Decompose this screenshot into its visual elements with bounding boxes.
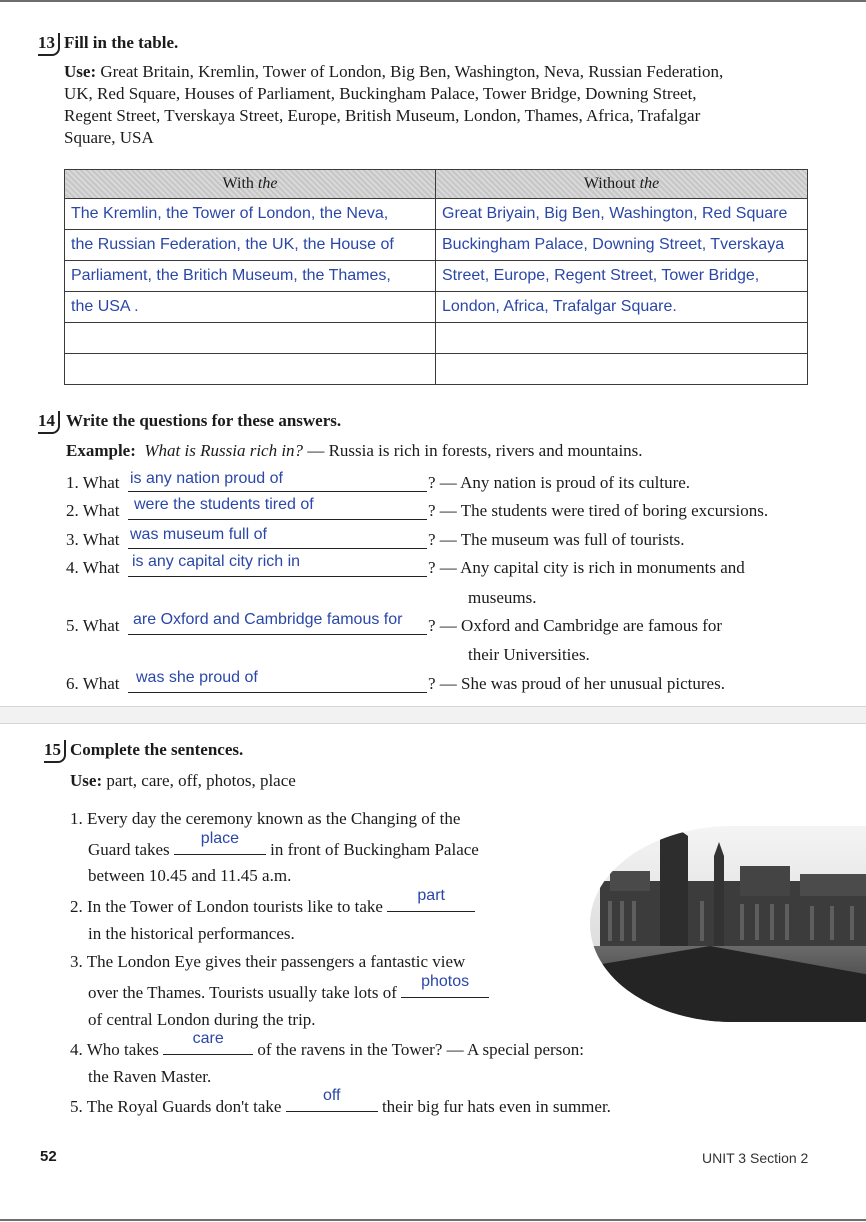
question-reply: ? — Oxford and Cambridge are famous for (428, 616, 723, 635)
sentence-1-line-3: between 10.45 and 11.45 a.m. (88, 866, 292, 885)
question-item-1 (0, 470, 866, 495)
question-answer[interactable]: were the students tired of (134, 496, 314, 513)
exercise-14-title: Write the questions for these answers. (66, 411, 342, 430)
sentence-4-line-2: the Raven Master. (88, 1067, 212, 1086)
unit-section-label: UNIT 3 Section 2 (702, 1150, 809, 1166)
cell-without-the[interactable]: Great Briyain, Big Ben, Washington, Red Square (436, 199, 808, 230)
answer-text: place (200, 830, 240, 847)
use-label: Use: (64, 62, 97, 81)
question-reply: ? — She was proud of her unusual pictures. (428, 674, 725, 693)
question-reply: ? — The museum was full of tourists. (428, 530, 685, 549)
exercise-13-use-line-2: UK, Red Square, Houses of Parliament, Buckingham Palace, Tower Bridge, Downing Street, (64, 84, 697, 103)
exercise-13-number: 13 (38, 33, 60, 56)
cell-without-the[interactable]: Buckingham Palace, Downing Street, Tverskaya (436, 230, 808, 261)
answer-blank[interactable] (163, 1030, 253, 1055)
answer-text: off (322, 1087, 341, 1104)
table-row-empty (65, 323, 808, 354)
exercise-14-example (66, 440, 643, 462)
cell-without-the[interactable] (436, 323, 808, 354)
question-item-3 (0, 526, 866, 552)
exercise-13-title: Fill in the table. (64, 33, 179, 52)
sentence-3-line-3: of central London during the trip. (88, 1010, 316, 1029)
question-reply: ? — Any capital city is rich in monuments and (428, 558, 745, 577)
parliament-illustration (590, 826, 866, 1022)
header-without-the: Without the (436, 170, 808, 199)
table-header-row (65, 170, 808, 199)
sentence-3-line-1: 3. The London Eye gives their passengers a fantastic view (70, 952, 466, 971)
exercise-13-use-line-4: Square, USA (64, 128, 154, 147)
question-item-2 (0, 496, 866, 523)
table-row (65, 261, 808, 292)
exercise-15-title: Complete the sentences. (70, 740, 244, 759)
question-prefix: 1. What (66, 473, 120, 492)
use-label: Use: (70, 771, 103, 790)
table-row (65, 292, 808, 323)
houses-of-parliament-photo (590, 826, 866, 1022)
exercise-13-use-line-3: Regent Street, Tverskaya Street, Europe, British Museum, London, Thames, Africa, Trafalgar (64, 106, 701, 125)
answer-blank[interactable] (387, 887, 475, 912)
use-words: part, care, off, photos, place (106, 771, 296, 790)
question-prefix: 4. What (66, 558, 120, 577)
question-reply-continued: museums. (468, 588, 537, 607)
cell-without-the[interactable] (436, 354, 808, 385)
page-top-border (0, 0, 866, 2)
cell-with-the[interactable]: The Kremlin, the Tower of London, the Neva, (65, 199, 436, 230)
cell-with-the[interactable] (65, 354, 436, 385)
question-prefix: 2. What (66, 501, 120, 520)
exercise-15-number: 15 (44, 740, 66, 763)
question-answer[interactable]: was museum full of (130, 526, 267, 543)
sentence-3-line-2: over the Thames. Tourists usually take lots of photos (88, 981, 489, 1003)
sentence-5-line-1: 5. The Royal Guards don't take off their big fur hats even in summer. (70, 1087, 611, 1116)
table-row-empty (65, 354, 808, 385)
cell-with-the[interactable]: the USA . (65, 292, 436, 323)
answer-blank[interactable] (401, 973, 489, 998)
example-label: Example: (66, 441, 136, 460)
page-bottom-border (0, 1219, 866, 1221)
page-section-divider (0, 706, 866, 724)
answer-text: photos (421, 973, 470, 990)
sentence-2-line-1: 2. In the Tower of London tourists like to take part (70, 895, 475, 917)
answer-blank[interactable] (286, 1087, 378, 1112)
sentence-1-line-1: 1. Every day the ceremony known as the Changing of the (70, 809, 461, 828)
answer-blank[interactable] (174, 830, 266, 855)
exercise-15-use-line (70, 770, 296, 792)
page-number: 52 (40, 1148, 57, 1165)
question-item-5 (0, 611, 866, 666)
example-question: What is Russia rich in? (144, 441, 304, 460)
answer-text: part (417, 887, 445, 904)
table-row (65, 199, 808, 230)
question-answer[interactable]: is any capital city rich in (132, 553, 301, 570)
cell-without-the[interactable]: Street, Europe, Regent Street, Tower Bridge, (436, 261, 808, 292)
question-item-6 (0, 669, 866, 696)
sentence-2-line-2: in the historical performances. (88, 924, 295, 943)
table-row (65, 230, 808, 261)
question-prefix: 3. What (66, 530, 120, 549)
sentence-4-line-1: 4. Who takes care of the ravens in the Tower? — A special person: (70, 1030, 585, 1059)
articles-table (64, 169, 808, 385)
question-answer[interactable]: is any nation proud of (130, 470, 283, 487)
header-with-the: With the (65, 170, 436, 199)
question-reply: ? — The students were tired of boring excursions. (428, 501, 769, 520)
question-reply: ? — Any nation is proud of its culture. (428, 473, 691, 492)
question-prefix: 5. What (66, 616, 120, 635)
cell-with-the[interactable] (65, 323, 436, 354)
exercise-14-number: 14 (38, 411, 60, 434)
sentence-1-line-2: Guard takes place in front of Buckingham Palace (88, 830, 479, 859)
question-prefix: 6. What (66, 674, 120, 693)
exercise-13-use-line-1: Use: Great Britain, Kremlin, Tower of London, Big Ben, Washington, Neva, Russian Federation, (64, 62, 724, 81)
answer-text: care (192, 1030, 224, 1047)
question-answer[interactable]: are Oxford and Cambridge famous for (133, 611, 403, 628)
example-answer: — Russia is rich in forests, rivers and mountains. (307, 441, 643, 460)
question-reply-continued: their Universities. (468, 645, 590, 664)
question-item-4 (0, 553, 866, 608)
cell-with-the[interactable]: Parliament, the Britich Museum, the Thames, (65, 261, 436, 292)
question-answer[interactable]: was she proud of (136, 669, 258, 686)
cell-without-the[interactable]: London, Africa, Trafalgar Square. (436, 292, 808, 323)
cell-with-the[interactable]: the Russian Federation, the UK, the House of (65, 230, 436, 261)
